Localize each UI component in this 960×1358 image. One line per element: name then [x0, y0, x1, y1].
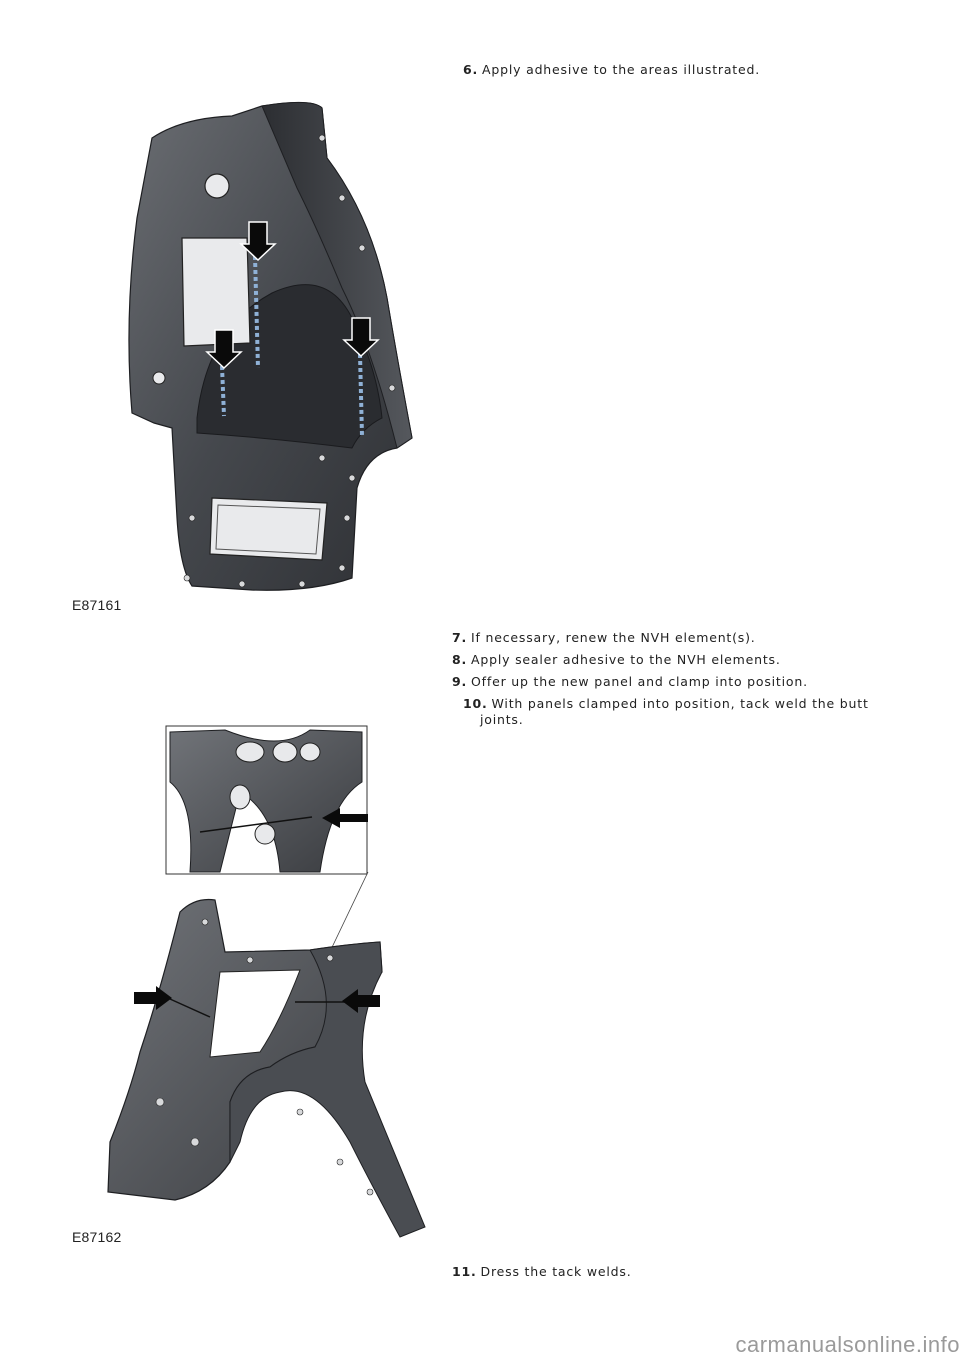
step-10 [463, 696, 869, 712]
step-number: 7. [452, 630, 468, 645]
watermark: carmanualsonline.info [735, 1332, 960, 1357]
step-text: With panels clamped into position, tack weld the butt [491, 696, 869, 711]
step-10-continuation [480, 712, 524, 728]
step-text: Apply adhesive to the areas illustrated. [482, 62, 760, 77]
step-number: 6. [463, 62, 479, 77]
step-number: 9. [452, 674, 468, 689]
step-8 [452, 652, 781, 668]
step-11 [452, 1264, 631, 1280]
step-9 [452, 674, 808, 690]
step-number: 11. [452, 1264, 477, 1279]
figure-caption: E87161 [72, 597, 122, 613]
step-text: Offer up the new panel and clamp into position. [471, 674, 808, 689]
step-text: Apply sealer adhesive to the NVH elements. [471, 652, 781, 667]
figure-e87162-illustration [100, 722, 430, 1242]
step-number: 10. [463, 696, 488, 711]
step-text: Dress the tack welds. [480, 1264, 632, 1279]
figure-caption: E87162 [72, 1229, 122, 1245]
step-text: If necessary, renew the NVH element(s). [471, 630, 756, 645]
figure-e87161-illustration [112, 98, 422, 598]
step-6 [463, 62, 760, 78]
step-7 [452, 630, 756, 646]
step-number: 8. [452, 652, 468, 667]
step-text: joints. [480, 712, 524, 727]
